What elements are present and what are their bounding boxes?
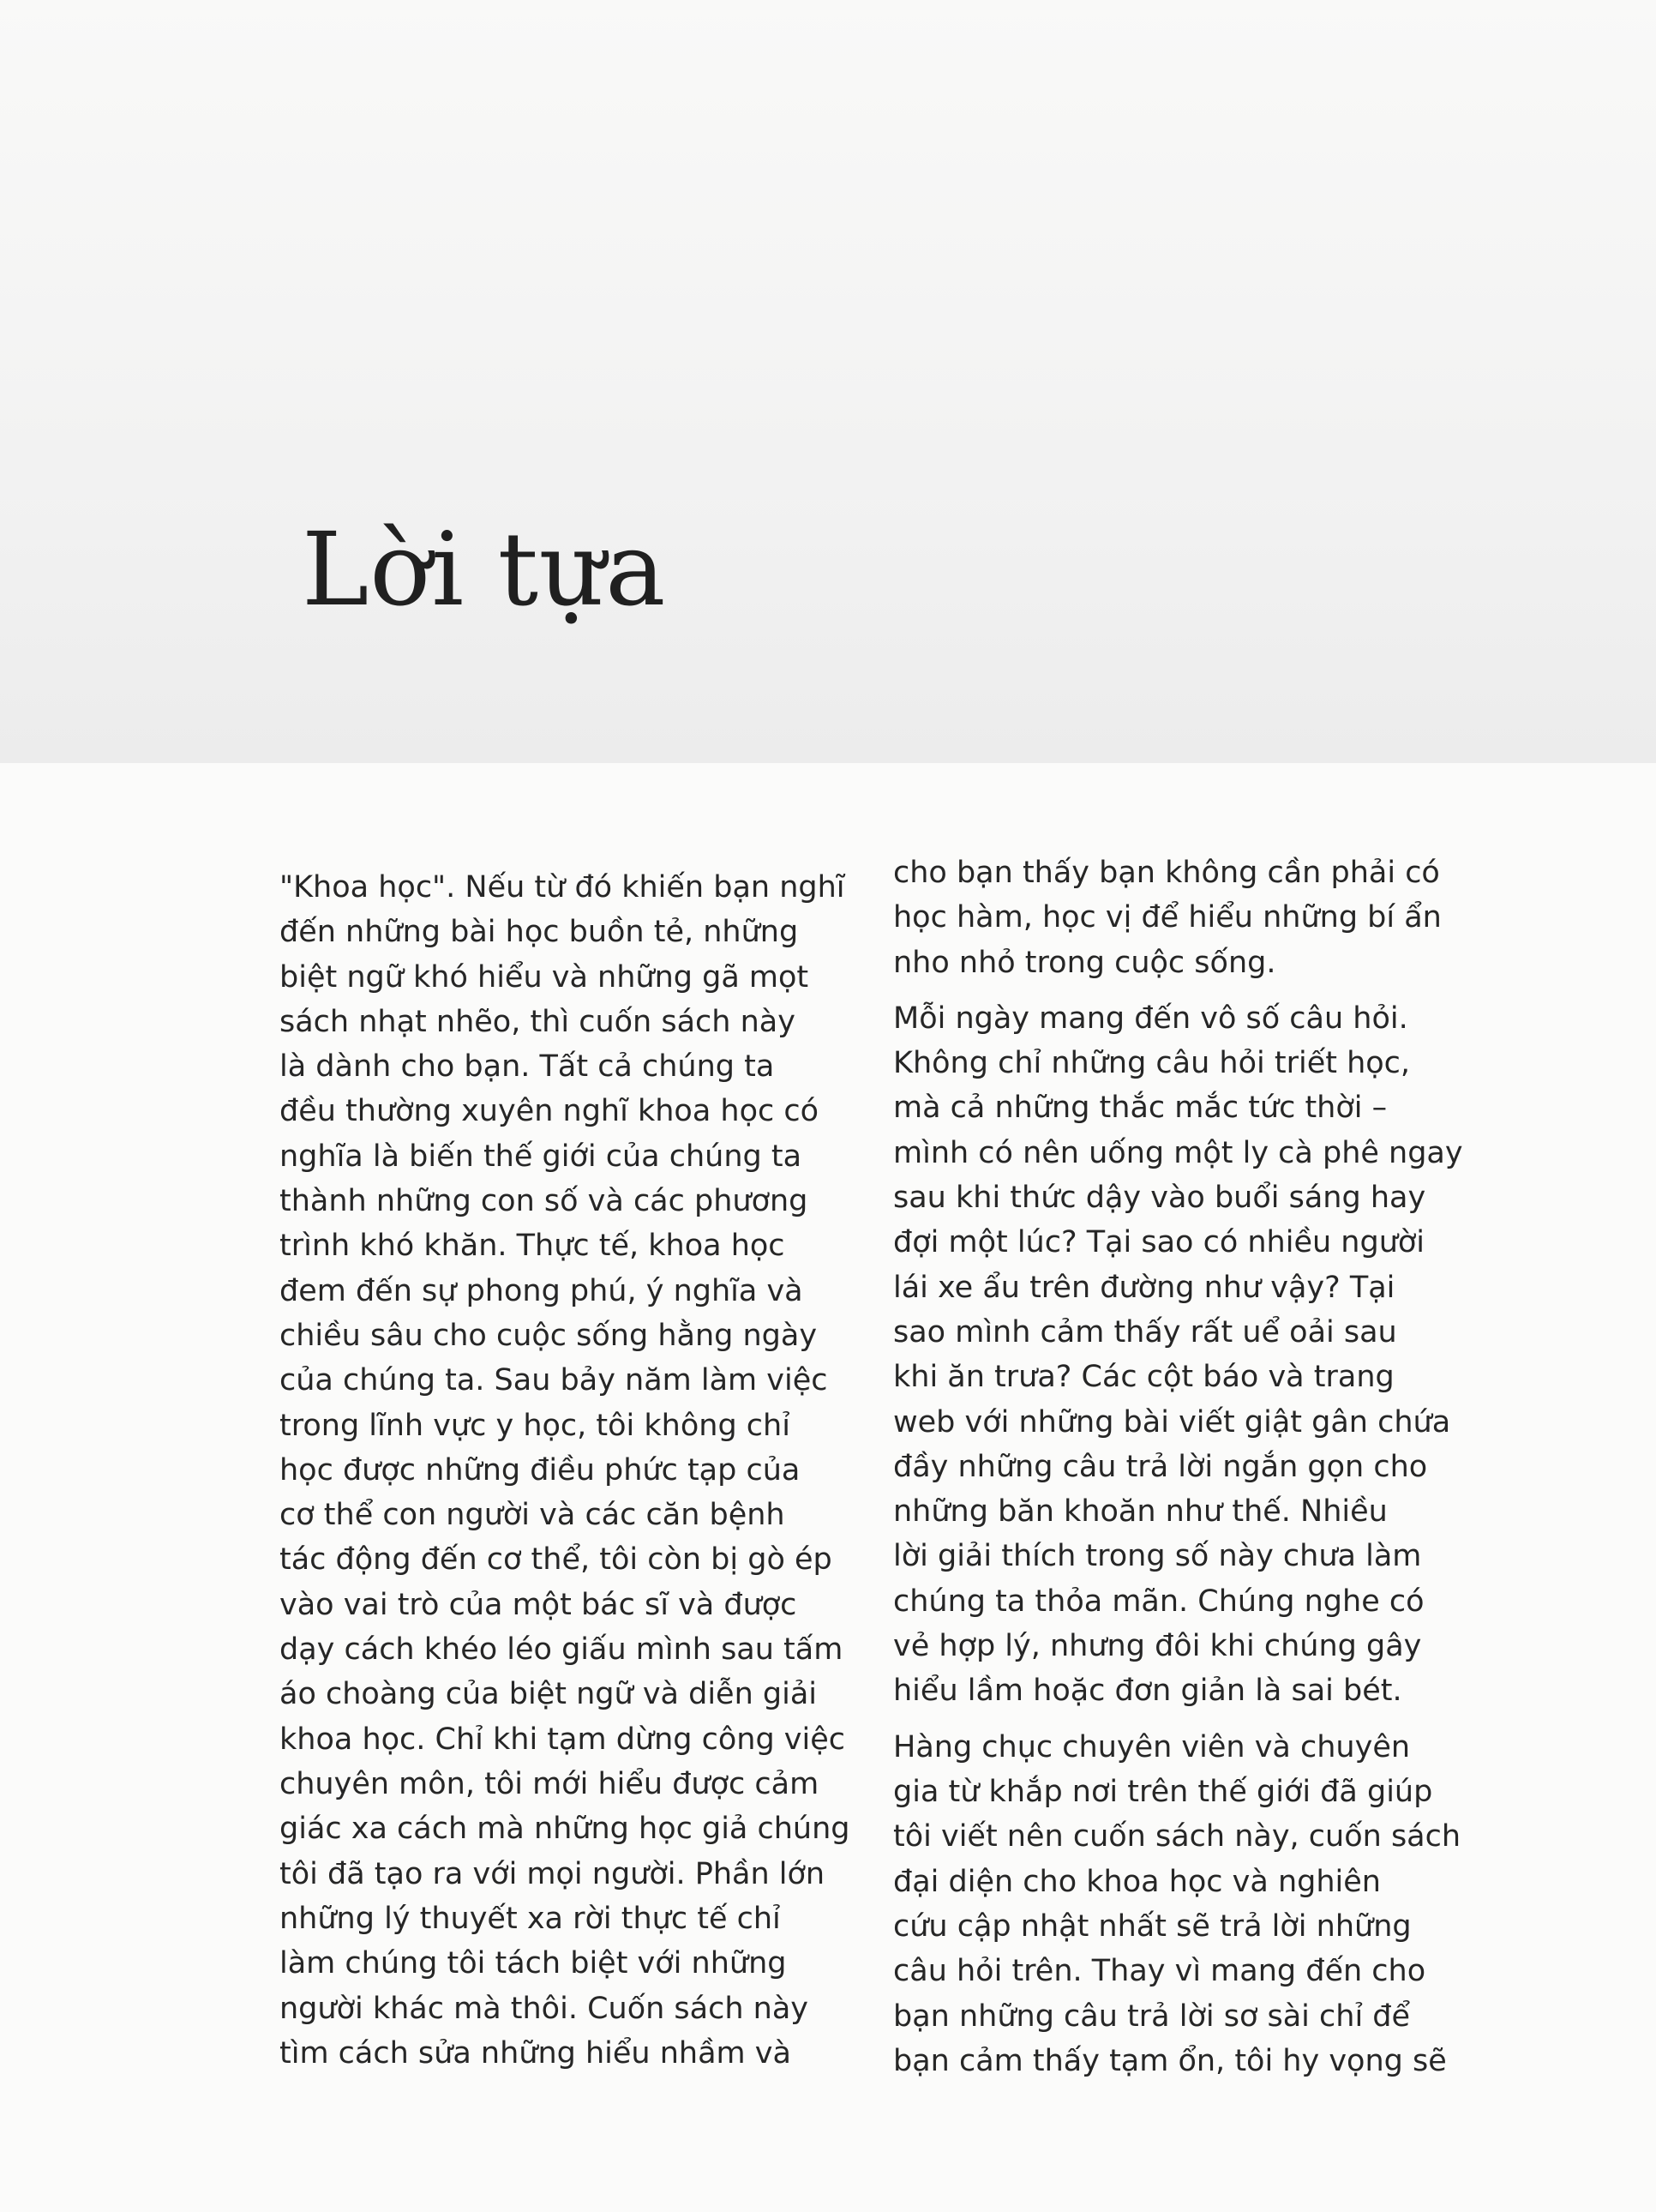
text-line: cứu cập nhật nhất sẽ trả lời những	[893, 1909, 1412, 1944]
text-line: tôi viết nên cuốn sách này, cuốn sách	[893, 1819, 1461, 1854]
text-line: đại diện cho khoa học và nghiên	[893, 1865, 1381, 1899]
text-line: chiều sâu cho cuộc sống hằng ngày	[279, 1319, 818, 1353]
text-line: tác động đến cơ thể, tôi còn bị gò ép	[279, 1542, 832, 1577]
text-line: Mỗi ngày mang đến vô số câu hỏi.	[893, 1001, 1408, 1036]
text-line: lời giải thích trong số này chưa làm	[893, 1539, 1422, 1573]
text-line: sao mình cảm thấy rất uể oải sau	[893, 1315, 1397, 1349]
text-line: trong lĩnh vực y học, tôi không chỉ	[279, 1409, 790, 1443]
text-line: vẻ hợp lý, nhưng đôi khi chúng gây	[893, 1629, 1422, 1663]
text-line: khi ăn trưa? Các cột báo và trang	[893, 1360, 1395, 1394]
text-line: gia từ khắp nơi trên thế giới đã giúp	[893, 1775, 1433, 1809]
text-line: những băn khoăn như thế. Nhiều	[893, 1494, 1388, 1529]
text-line: đến những bài học buồn tẻ, những	[279, 915, 799, 949]
text-line: trình khó khăn. Thực tế, khoa học	[279, 1229, 785, 1263]
text-line: thành những con số và các phương	[279, 1184, 808, 1218]
text-line: vào vai trò của một bác sĩ và được	[279, 1588, 797, 1622]
text-line: của chúng ta. Sau bảy năm làm việc	[279, 1363, 828, 1398]
text-line: sách nhạt nhẽo, thì cuốn sách này	[279, 1005, 795, 1039]
text-line: bạn cảm thấy tạm ổn, tôi hy vọng sẽ	[893, 2044, 1447, 2078]
text-line: áo choàng của biệt ngữ và diễn giải	[279, 1677, 818, 1711]
text-line: chuyên môn, tôi mới hiểu được cảm	[279, 1767, 819, 1801]
text-line: biệt ngữ khó hiểu và những gã mọt	[279, 960, 809, 995]
text-line: chúng ta thỏa mãn. Chúng nghe có	[893, 1584, 1425, 1619]
text-line: những lý thuyết xa rời thực tế chỉ	[279, 1902, 781, 1936]
text-line: làm chúng tôi tách biệt với những	[279, 1946, 787, 1981]
text-line: dạy cách khéo léo giấu mình sau tấm	[279, 1632, 843, 1667]
text-line: lái xe ẩu trên đường như vậy? Tại	[893, 1271, 1395, 1305]
text-line: mà cả những thắc mắc tức thời –	[893, 1091, 1388, 1125]
text-line: "Khoa học". Nếu từ đó khiến bạn nghĩ	[279, 870, 845, 905]
text-line: câu hỏi trên. Thay vì mang đến cho	[893, 1954, 1426, 1988]
page-top-background	[0, 0, 1656, 763]
text-line: học được những điều phức tạp của	[279, 1453, 801, 1488]
text-line: web với những bài viết giật gân chứa	[893, 1405, 1451, 1440]
text-line: tôi đã tạo ra với mọi người. Phần lớn	[279, 1857, 825, 1891]
text-line: Hàng chục chuyên viên và chuyên	[893, 1730, 1411, 1764]
text-line: là dành cho bạn. Tất cả chúng ta	[279, 1049, 775, 1084]
text-line: đầy những câu trả lời ngắn gọn cho	[893, 1450, 1428, 1484]
text-line: sau khi thức dậy vào buổi sáng hay	[893, 1181, 1426, 1215]
text-line: mình có nên uống một ly cà phê ngay	[893, 1136, 1463, 1170]
text-line: đợi một lúc? Tại sao có nhiều người	[893, 1225, 1425, 1259]
page-bottom-background	[0, 763, 1656, 2212]
chapter-title: Lời tựa	[302, 510, 667, 628]
text-line: học hàm, học vị để hiểu những bí ẩn	[893, 900, 1442, 935]
text-line: cơ thể con người và các căn bệnh	[279, 1498, 785, 1532]
text-line: cho bạn thấy bạn không cần phải có	[893, 856, 1440, 890]
text-line: nho nhỏ trong cuộc sống.	[893, 946, 1276, 980]
text-line: Không chỉ những câu hỏi triết học,	[893, 1046, 1411, 1080]
text-line: đem đến sự phong phú, ý nghĩa và	[279, 1274, 803, 1308]
text-line: hiểu lầm hoặc đơn giản là sai bét.	[893, 1674, 1402, 1708]
text-line: người khác mà thôi. Cuốn sách này	[279, 1992, 808, 2026]
text-line: nghĩa là biến thế giới của chúng ta	[279, 1139, 802, 1174]
text-line: tìm cách sửa những hiểu nhầm và	[279, 2036, 791, 2071]
text-line: đều thường xuyên nghĩ khoa học có	[279, 1094, 819, 1128]
text-line: bạn những câu trả lời sơ sài chỉ để	[893, 1999, 1411, 2034]
text-line: khoa học. Chỉ khi tạm dừng công việc	[279, 1722, 846, 1757]
text-line: giác xa cách mà những học giả chúng	[279, 1812, 850, 1846]
